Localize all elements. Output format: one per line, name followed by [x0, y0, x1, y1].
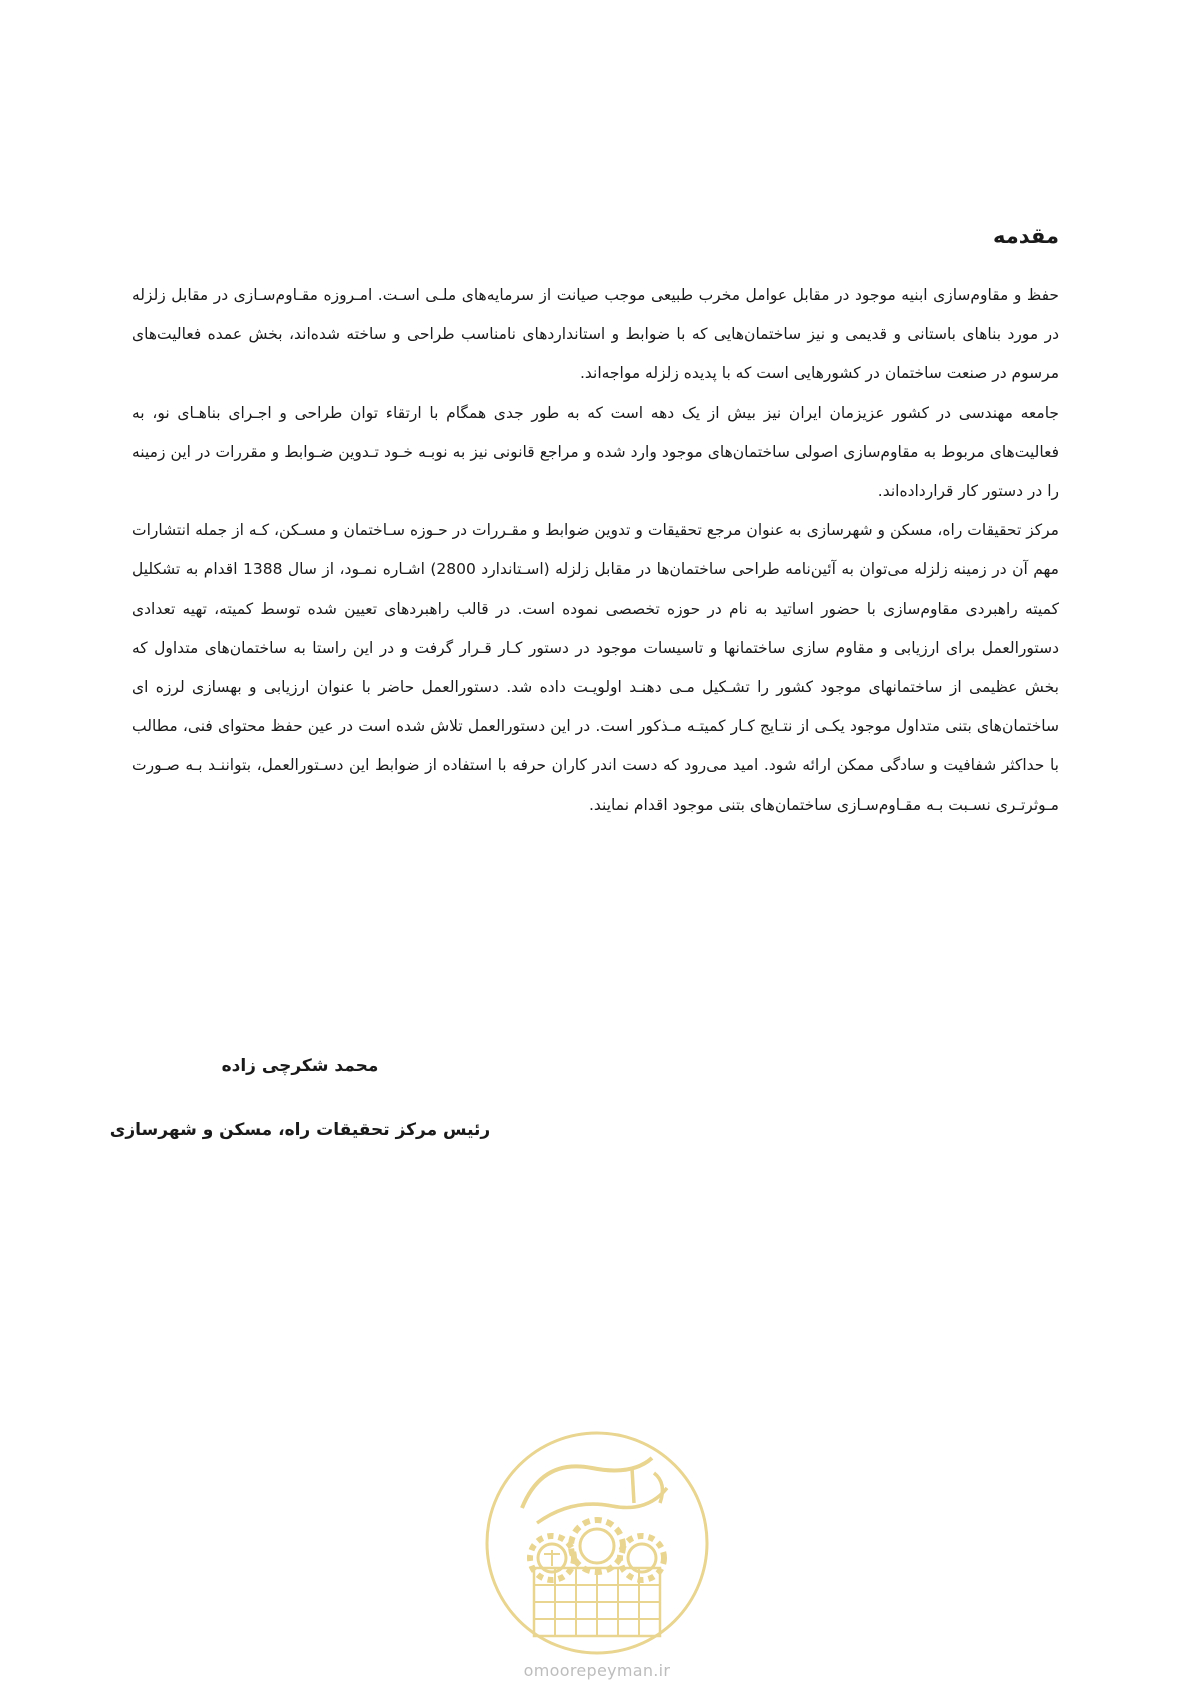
- paragraph-2: جامعه مهندسی در کشور عزیزمان ایران نیز بیش از یک دهه است که به طور جدی همگام با ارتقاء توان طراحی و اجـرای بناهـای نو، به فعالیت‌های مربوط به مقاوم‌سازی اصولی ساختمان‌های موجود وارد شده و مراجع قانونی نیز به نوبـه خـود تـدوین ضـوابط و مقررات در این زمینه را در دستور کار قرارداده‌اند.: [132, 403, 1059, 501]
- signatory-name: محمد شکرچی زاده: [221, 1056, 379, 1076]
- intro-body: [132, 276, 1059, 825]
- omoorepeyman-logo-icon: [482, 1428, 712, 1658]
- signatory-title: رئیس مرکز تحقیقات راه، مسکن و شهرسازی: [109, 1120, 491, 1140]
- page-title: مقدمه: [993, 224, 1059, 248]
- paragraph-1: حفظ و مقاوم‌سازی ابنیه موجود در مقابل عوامل مخرب طبیعی موجب صیانت از سرمایه‌های ملـی اسـت. امـروزه مقـاوم‌سـازی در مقابل زلزله در مورد بناهای باستانی و قدیمی و نیز ساختمان‌هایی که با ضوابط و استانداردهای نامناسب طراحی و ساخته شده‌اند، بخش عمده فعالیت‌های مرسوم در صنعت ساختمان در کشورهایی است که با پدیده زلزله مواجه‌اند.: [132, 286, 1059, 383]
- watermark-url: omoorepeyman.ir: [523, 1661, 671, 1680]
- paragraph-3: مرکز تحقیقات راه، مسکن و شهرسازی به عنوان مرجع تحقیقات و تدوین ضوابط و مقـررات در حـوزه سـاختمان و مسـکن، کـه از جمله انتشارات مهم آن در زمینه زلزله می‌توان به آئین‌نامه طراحی ساختمان‌ها در مقابل زلزله (اسـتاندارد 2800) اشـاره نمـود، از سال 1388 اقدام به تشکلیل کمیته راهبردی مقاوم‌سازی با حضور اساتید به نام در حوزه تخصصی نموده است. در قالب راهبردهای تعیین شده توسط کمیته، تهیه تعدادی دستورالعمل برای ارزیابی و مقاوم سازی ساختمانها و تاسیسات موجود در دستور کـار قـرار گرفت و در این راستا به ساختمان‌های متداول که بخش عظیمی از ساختمانهای موجود کشور را تشـکیل مـی دهنـد اولویـت داده شد. دستورالعمل حاضر با عنوان ارزیابی و بهسازی لرزه ای ساختمان‌های بتنی متداول موجود یکـی از نتـایج کـار کمیتـه مـذکور است. در این دستورالعمل تلاش شده است در عین حفظ محتوای فنی، مطالب با حداکثر شفافیت و سادگی ممکن ارائه شود. امید می‌رود که دست اندر کاران حرفه با استفاده از ضوابط این دسـتورالعمل، بتواننـد بـه صـورت مـوثرتـری نسـبت بـه مقـاوم‌سـازی ساختمان‌های بتنی موجود اقدام نمایند.: [132, 521, 1059, 814]
